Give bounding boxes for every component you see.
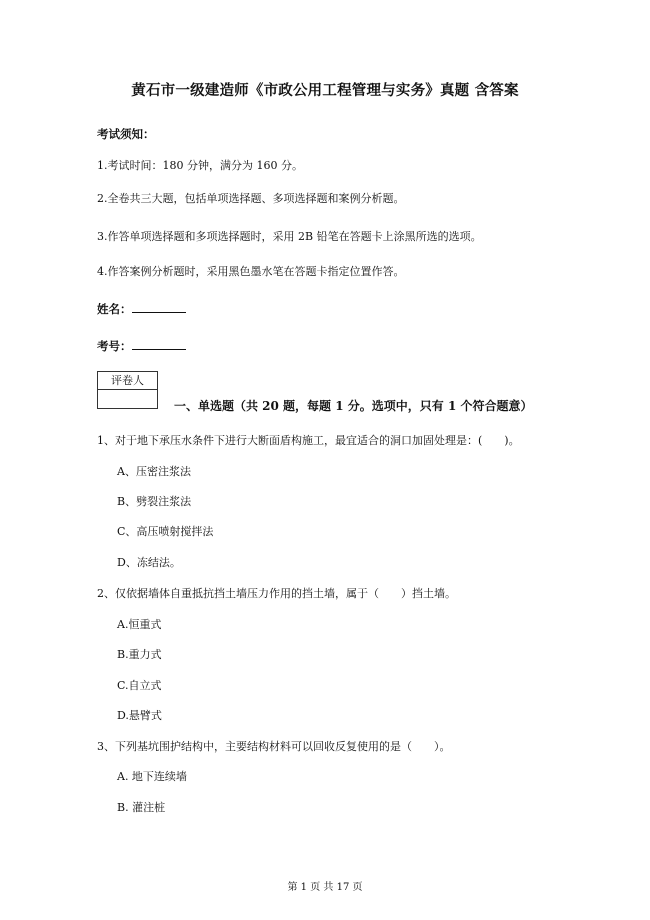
notice-item: 2.全卷共三大题，包括单项选择题、多项选择题和案例分析题。 xyxy=(97,192,405,205)
name-blank[interactable] xyxy=(132,300,186,313)
number-field xyxy=(97,337,186,354)
grader-label: 评卷人 xyxy=(98,372,157,390)
question-option: B. 灌注桩 xyxy=(117,801,166,814)
notice-item: 3.作答单项选择题和多项选择题时，采用 2B 铅笔在答题卡上涂黑所选的选项。 xyxy=(97,230,482,243)
number-label: 考号： xyxy=(97,339,132,353)
question-option: A、压密注浆法 xyxy=(117,465,191,478)
question-stem: 1、对于地下承压水条件下进行大断面盾构施工，最宜适合的洞口加固处理是：( )。 xyxy=(97,434,520,447)
section-title: 一、单选题（共 20 题，每题 1 分。选项中，只有 1 个符合题意） xyxy=(174,399,533,413)
question-option: A. 地下连续墙 xyxy=(117,770,187,783)
question-option: C、高压喷射搅拌法 xyxy=(117,525,214,538)
question-option: A.恒重式 xyxy=(117,618,162,631)
notice-item: 1.考试时间：180 分钟，满分为 160 分。 xyxy=(97,159,303,172)
name-field xyxy=(97,300,186,317)
page-footer: 第 1 页 共 17 页 xyxy=(287,882,363,893)
question-option: D、冻结法。 xyxy=(117,556,181,569)
grader-box xyxy=(97,371,158,409)
question-option: C.自立式 xyxy=(117,679,162,692)
question-option: B.重力式 xyxy=(117,648,162,661)
notice-item: 4.作答案例分析题时，采用黑色墨水笔在答题卡指定位置作答。 xyxy=(97,265,405,278)
question-stem: 2、仅依据墙体自重抵抗挡土墙压力作用的挡土墙，属于（ ）挡土墙。 xyxy=(97,587,456,600)
number-blank[interactable] xyxy=(132,337,186,350)
question-option: B、劈裂注浆法 xyxy=(117,495,192,508)
question-stem: 3、下列基坑围护结构中，主要结构材料可以回收反复使用的是（ ）。 xyxy=(97,740,451,753)
notice-heading: 考试须知： xyxy=(97,127,155,141)
question-option: D.悬臂式 xyxy=(117,709,162,722)
page-title: 黄石市一级建造师《市政公用工程管理与实务》真题 含答案 xyxy=(131,82,519,99)
name-label: 姓名： xyxy=(97,302,132,316)
